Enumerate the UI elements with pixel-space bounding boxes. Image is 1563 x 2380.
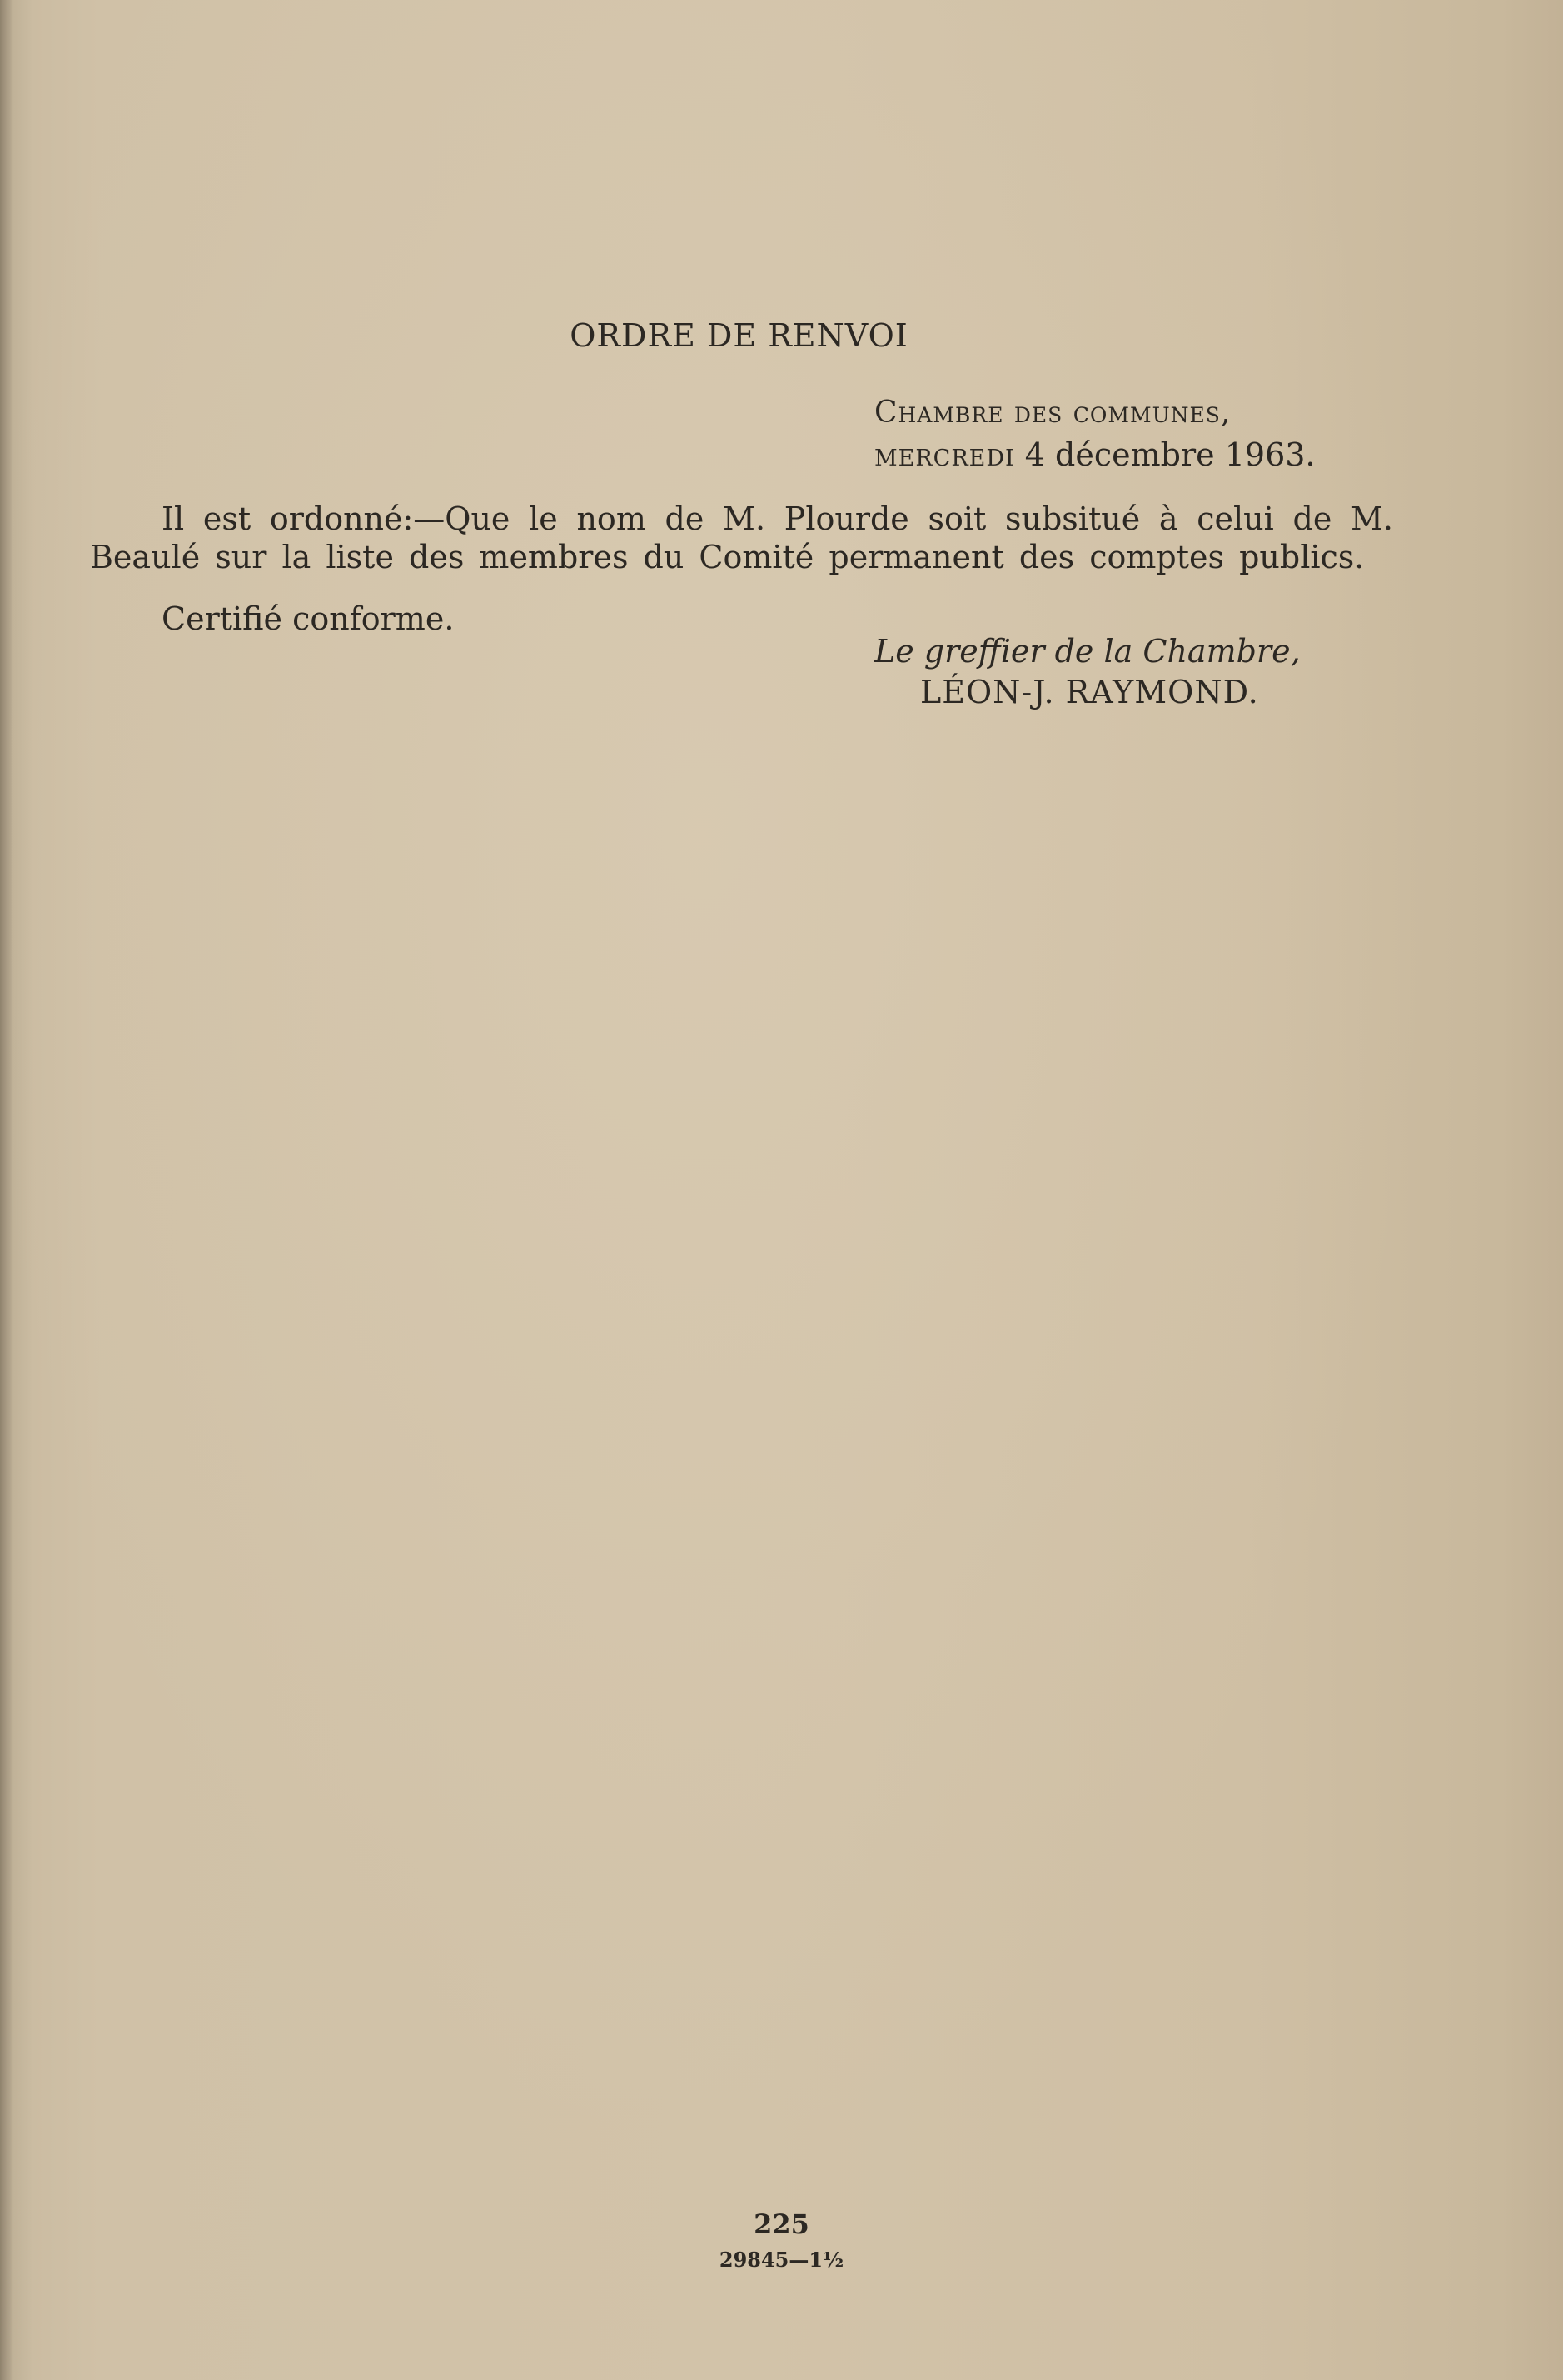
date-weekday: mercredi xyxy=(874,436,1015,473)
document-title: ORDRE DE RENVOI xyxy=(570,317,908,354)
order-paragraph: Il est ordonné:—Que le nom de M. Plourde soit subsitué à celui de M. Beaulé sur la liste des membres du Comité permanent des comptes publics. xyxy=(90,500,1393,575)
page-binding-edge xyxy=(0,0,13,2380)
date-text: 4 décembre 1963. xyxy=(1024,436,1316,473)
page-number: 225 xyxy=(754,2208,809,2240)
date-line xyxy=(874,436,1316,473)
house-name: Chambre des communes, xyxy=(874,396,1232,430)
clerk-title: Le greffier de la Chambre, xyxy=(874,633,1301,670)
clerk-name: LÉON-J. RAYMOND. xyxy=(920,674,1259,710)
certification-text: Certifié conforme. xyxy=(162,600,455,637)
print-code: 29845—1½ xyxy=(719,2248,844,2272)
